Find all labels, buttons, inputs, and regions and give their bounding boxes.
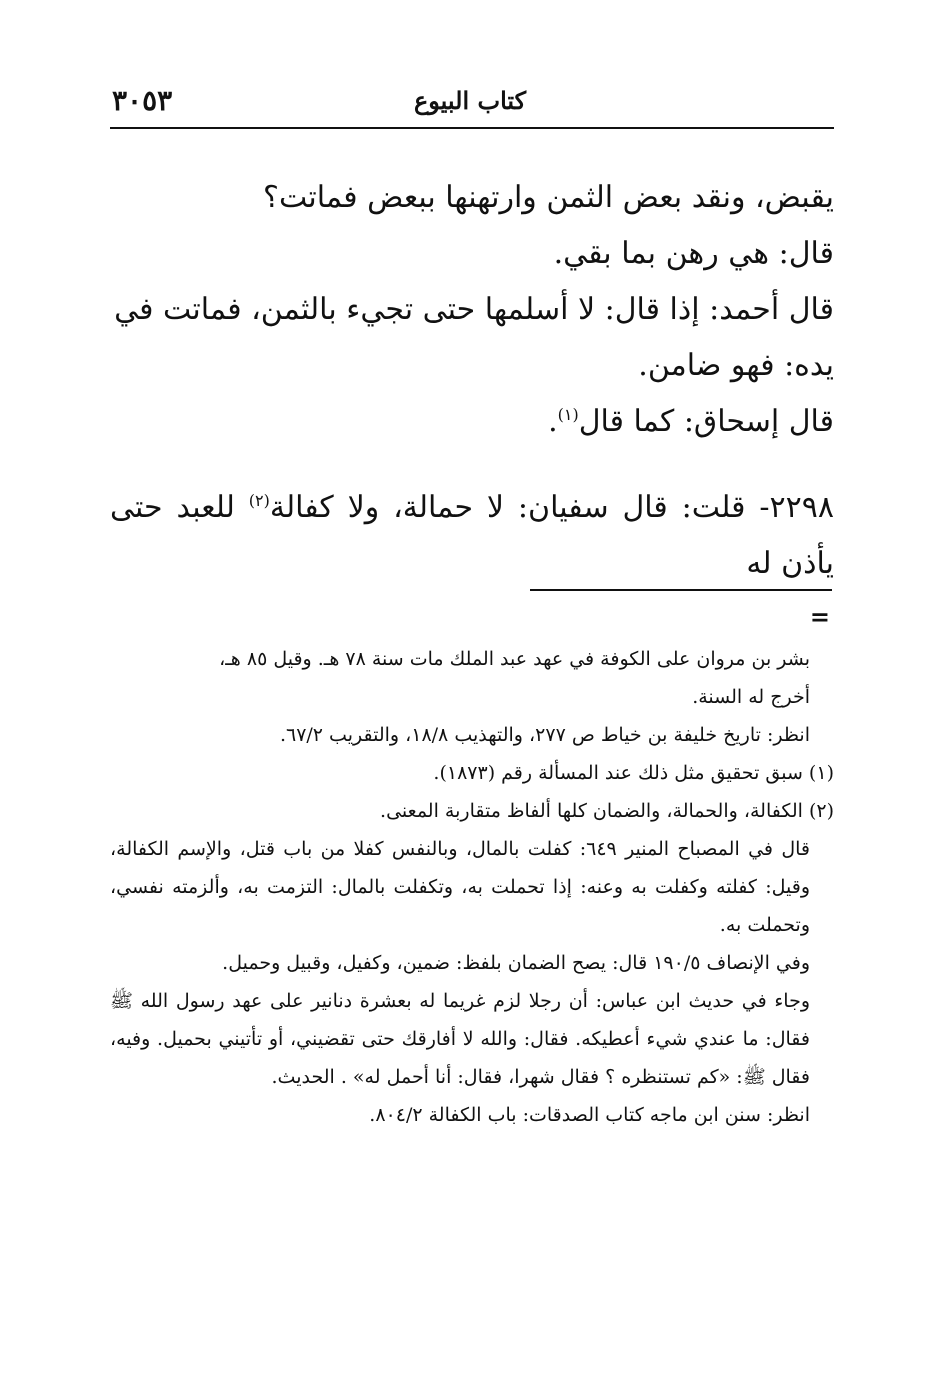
entry-text: ٢٢٩٨- قلت: قال سفيان: لا حمالة، ولا كفالة <box>269 490 834 525</box>
body-line: قال أحمد: إذا قال: لا أسلمها حتى تجيء بالثمن، فماتت في <box>114 292 834 327</box>
ishaq-end: . <box>548 404 558 439</box>
body-line: قال: هي رهن بما بقي. <box>553 236 834 271</box>
running-title: كتاب البيوع <box>413 86 527 115</box>
footnote-2-paragraph: قال في المصباح المنير ٦٤٩: كفلت بالمال، وبالنفس كفلا من باب قتل، والإسم الكفالة، وقيل: كفلته وكفلت به وعنه: إذا تحملت به، وتكفلت بالمال: التزمت به، وألزمته نفسي، وتحملت به. <box>110 838 811 936</box>
footnote-1: (١) سبق تحقيق مثل ذلك عند المسألة رقم (١٨٧٣). <box>433 762 834 784</box>
continuation-mark: = <box>809 602 830 631</box>
ishaq-text: قال إسحاق: كما قال <box>578 404 834 439</box>
body-line: يده: فهو ضامن. <box>638 348 834 383</box>
paragraph-gap <box>110 450 834 480</box>
footnote-2-paragraph: انظر: سنن ابن ماجه كتاب الصدقات: باب الكفالة ٨٠٤/٢. <box>369 1104 810 1126</box>
footnote-continued-line: بشر بن مروان على الكوفة في عهد عبد الملك مات سنة ٧٨ هـ. وقيل ٨٥ هـ، <box>219 648 810 670</box>
entry-text-end: للعبد حتى يأذن له <box>110 490 834 581</box>
page-number: ٣٠٥٣ <box>112 84 173 117</box>
footnote-2-paragraph: وجاء في حديث ابن عباس: أن رجلا لزم غريما له بعشرة دنانير على عهد رسول الله ﷺ فقال: ما عندي شيء أعطيكه. فقال: والله لا أفارقك حتى تقضيني، أو تأتيني بحميل. وفيه، فقال ﷺ: «كم تستنظره ؟ فقال شهرا، فقال: أنا أحمل له» . الحديث. <box>110 990 810 1088</box>
footnote-continued-line: انظر: تاريخ خليفة بن خياط ص ٢٧٧، والتهذيب ١٨/٨، والتقريب ٦٧/٢. <box>279 724 810 746</box>
entry-2298 <box>110 480 834 592</box>
footnote-rule <box>530 589 832 591</box>
footnote-2-paragraph: وفي الإنصاف ١٩٠/٥ قال: يصح الضمان بلفظ: ضمين، وكفيل، وقبيل وحميل. <box>222 952 810 974</box>
footnote-ref-1: (١) <box>557 405 579 424</box>
footnote-2: (٢) الكفالة، والحمالة، والضمان كلها ألفاظ متقاربة المعنى. <box>380 800 834 822</box>
footnote-ref-2: (٢) <box>248 491 270 510</box>
footnote-continued-line: أخرج له السنة. <box>692 686 810 708</box>
body-line: يقبض، ونقد بعض الثمن وارتهنها ببعض فماتت؟ <box>263 180 834 215</box>
body-line-ishaq <box>110 394 834 450</box>
footnotes <box>110 640 834 1134</box>
header-rule <box>110 127 834 129</box>
main-text <box>110 170 834 592</box>
